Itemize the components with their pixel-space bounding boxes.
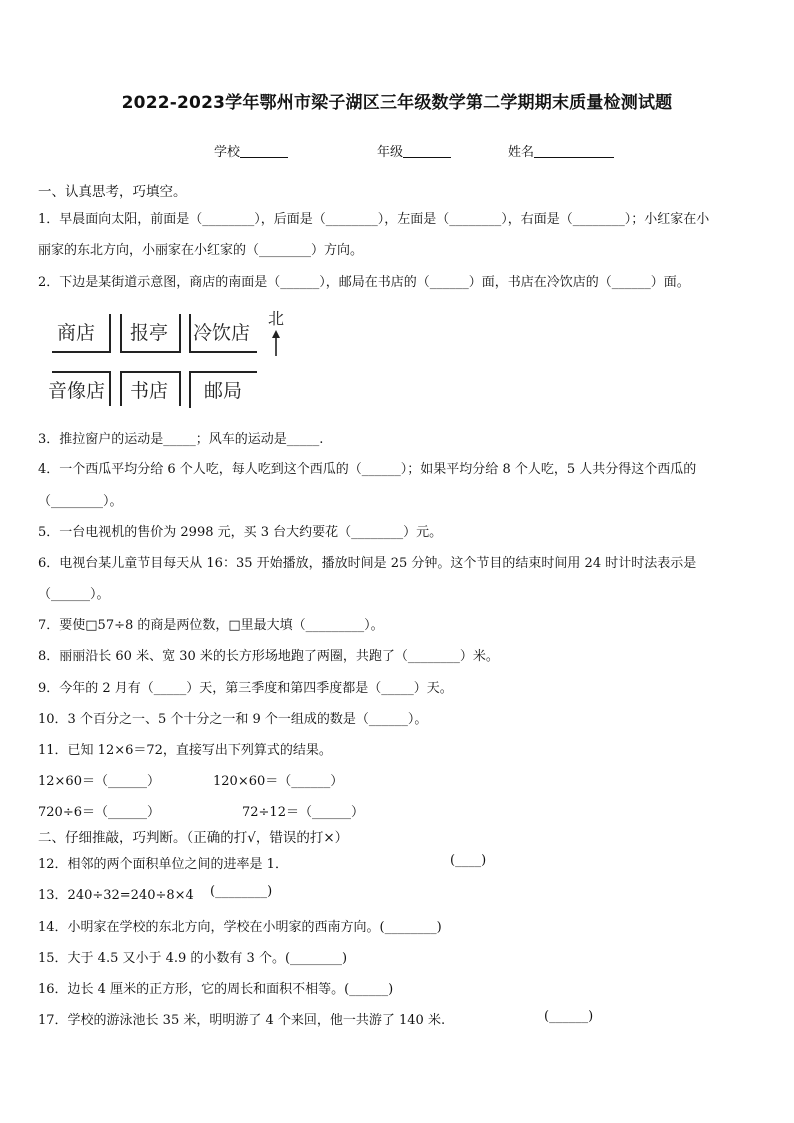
question-2: 2．下边是某街道示意图，商店的南面是（______），邮局在书店的（______）面，书店在冷饮店的（______）面。 bbox=[38, 275, 690, 290]
grade-label: 年级 bbox=[377, 145, 404, 160]
calc-12x60: 12×60＝（______） bbox=[38, 774, 160, 789]
question-7: 7．要使□57÷8 的商是两位数，□里最大填（_________）。 bbox=[38, 618, 384, 633]
calc-72div12: 72÷12＝（______） bbox=[242, 805, 364, 820]
school-label: 学校 bbox=[214, 145, 241, 160]
question-12: 12．相邻的两个面积单位之间的进率是 1． bbox=[38, 857, 288, 872]
grade-field bbox=[377, 141, 451, 160]
question-13: 13．240÷32=240÷8×4 bbox=[38, 888, 194, 903]
section-2-heading: 二、仔细推敲，巧判断。（正确的打√，错误的打×） bbox=[38, 830, 349, 846]
question-12-answer: (____) bbox=[450, 853, 487, 868]
question-14: 14．小明家在学校的东北方向，学校在小明家的西南方向。(________) bbox=[38, 920, 442, 935]
name-blank bbox=[534, 145, 614, 158]
question-17-answer: (______) bbox=[544, 1009, 594, 1024]
question-8: 8．丽丽沿长 60 米、宽 30 米的长方形场地跑了两圈，共跑了（________）米。 bbox=[38, 649, 499, 664]
street-diagram bbox=[44, 300, 304, 415]
audio-label: 音像店 bbox=[48, 380, 106, 402]
north-arrow-head-icon bbox=[272, 330, 280, 338]
question-5: 5．一台电视机的售价为 2998 元，买 3 台大约要花（________）元。 bbox=[38, 525, 443, 540]
question-4-line-2: （________）。 bbox=[38, 494, 123, 509]
question-1-line-1: 1．早晨面向太阳，前面是（________），后面是（________），左面是（________），右面是（________）；小红家在小 bbox=[38, 212, 710, 227]
question-11: 11．已知 12×6＝72，直接写出下列算式的结果。 bbox=[38, 743, 332, 758]
question-9: 9．今年的 2 月有（_____）天，第三季度和第四季度都是（_____）天。 bbox=[38, 681, 453, 696]
post-label: 邮局 bbox=[204, 380, 243, 402]
question-17: 17．学校的游泳池长 35 米，明明游了 4 个来回，他一共游了 140 米. bbox=[38, 1013, 446, 1028]
question-16: 16．边长 4 厘米的正方形，它的周长和面积不相等。(______) bbox=[38, 982, 394, 997]
question-3: 3．推拉窗户的运动是_____；风车的运动是_____. bbox=[38, 432, 324, 447]
section-1-heading: 一、认真思考，巧填空。 bbox=[38, 184, 187, 200]
north-label: 北 bbox=[268, 309, 285, 328]
name-field bbox=[508, 141, 614, 160]
bookstore-label: 书店 bbox=[130, 380, 169, 402]
question-1-line-2: 丽家的东北方向，小丽家在小红家的（________）方向。 bbox=[38, 243, 364, 258]
question-6-line-1: 6．电视台某儿童节目每天从 16：35 开始播放，播放时间是 25 分钟。这个节目的结束时间用 24 时计时法表示是 bbox=[38, 556, 697, 571]
question-10: 10．3 个百分之一、5 个十分之一和 9 个一组成的数是（______）。 bbox=[38, 712, 428, 727]
school-blank bbox=[240, 145, 288, 158]
question-13-answer: (________) bbox=[210, 884, 273, 899]
question-4-line-1: 4．一个西瓜平均分给 6 个人吃，每人吃到这个西瓜的（______）；如果平均分给 8 个人吃，5 人共分得这个西瓜的 bbox=[38, 462, 697, 477]
shop-label: 商店 bbox=[57, 322, 96, 344]
coldshop-label: 冷饮店 bbox=[193, 322, 251, 344]
name-label: 姓名 bbox=[508, 145, 535, 160]
school-field bbox=[214, 141, 288, 160]
question-6-line-2: （______）。 bbox=[38, 587, 110, 602]
grade-blank bbox=[403, 145, 451, 158]
calc-720div6: 720÷6＝（______） bbox=[38, 805, 160, 820]
question-15: 15．大于 4.5 又小于 4.9 的小数有 3 个。(________) bbox=[38, 951, 348, 966]
kiosk-label: 报亭 bbox=[130, 322, 169, 344]
page-title: 2022-2023学年鄂州市梁子湖区三年级数学第二学期期末质量检测试题 bbox=[121, 93, 673, 113]
calc-120x60: 120×60＝（______） bbox=[213, 774, 344, 789]
